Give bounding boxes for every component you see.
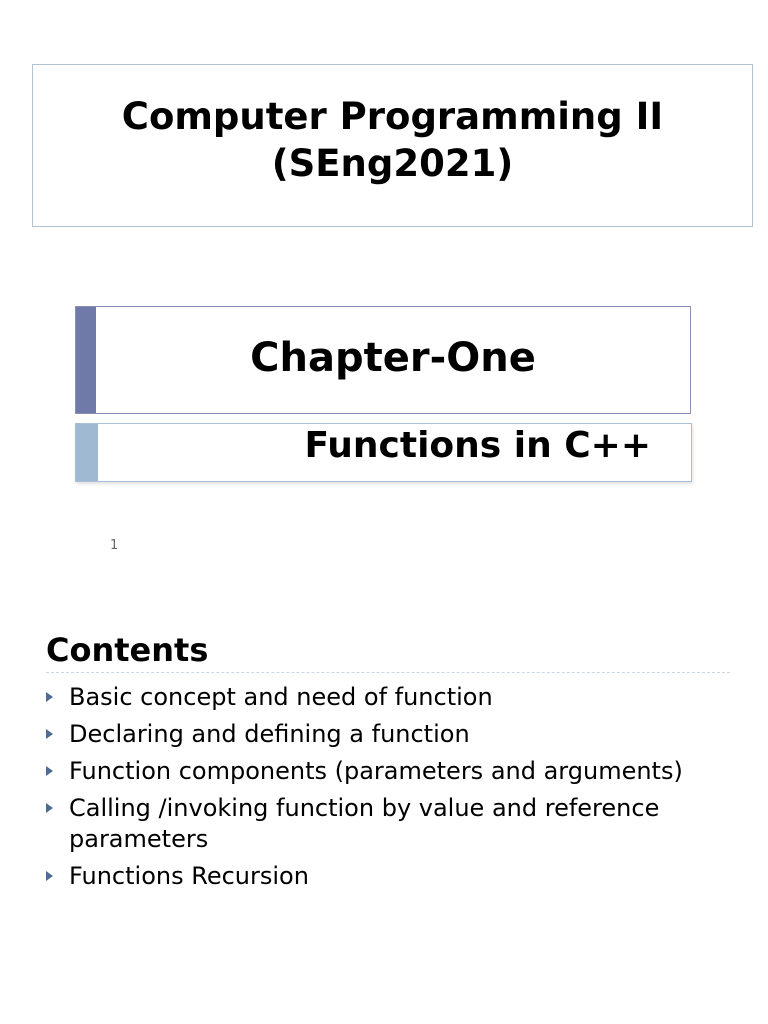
chapter-title: Chapter-One bbox=[250, 335, 536, 381]
contents-item bbox=[46, 682, 736, 713]
triangle-bullet-icon bbox=[46, 766, 53, 776]
contents-item-text-continued: parameters bbox=[69, 825, 209, 853]
course-title bbox=[33, 93, 752, 187]
triangle-bullet-icon bbox=[46, 803, 53, 813]
course-title-line2: (SEng2021) bbox=[271, 142, 514, 185]
contents-item bbox=[46, 756, 736, 787]
triangle-bullet-icon bbox=[46, 692, 53, 702]
subtitle-accent-bar bbox=[76, 424, 98, 481]
triangle-bullet-icon bbox=[46, 729, 53, 739]
contents-item-text: Basic concept and need of function bbox=[69, 683, 493, 711]
page-number: 1 bbox=[110, 538, 119, 553]
chapter-subtitle: Functions in C++ bbox=[304, 425, 651, 466]
course-title-box bbox=[32, 64, 753, 227]
contents-item-text: Functions Recursion bbox=[69, 862, 309, 890]
chapter-subtitle-box bbox=[75, 423, 692, 482]
contents-list bbox=[46, 682, 736, 898]
course-title-line1: Computer Programming II bbox=[121, 95, 664, 138]
chapter-title-box bbox=[75, 306, 691, 414]
contents-item-text: Calling /invoking function by value and reference bbox=[69, 794, 660, 822]
contents-divider bbox=[46, 672, 730, 673]
chapter-accent-bar bbox=[76, 307, 96, 413]
contents-item bbox=[46, 793, 736, 855]
contents-heading: Contents bbox=[46, 631, 209, 669]
contents-item bbox=[46, 861, 736, 892]
contents-item-text: Declaring and defining a function bbox=[69, 720, 470, 748]
triangle-bullet-icon bbox=[46, 871, 53, 881]
contents-item bbox=[46, 719, 736, 750]
contents-item-text: Function components (parameters and arguments) bbox=[69, 757, 683, 785]
